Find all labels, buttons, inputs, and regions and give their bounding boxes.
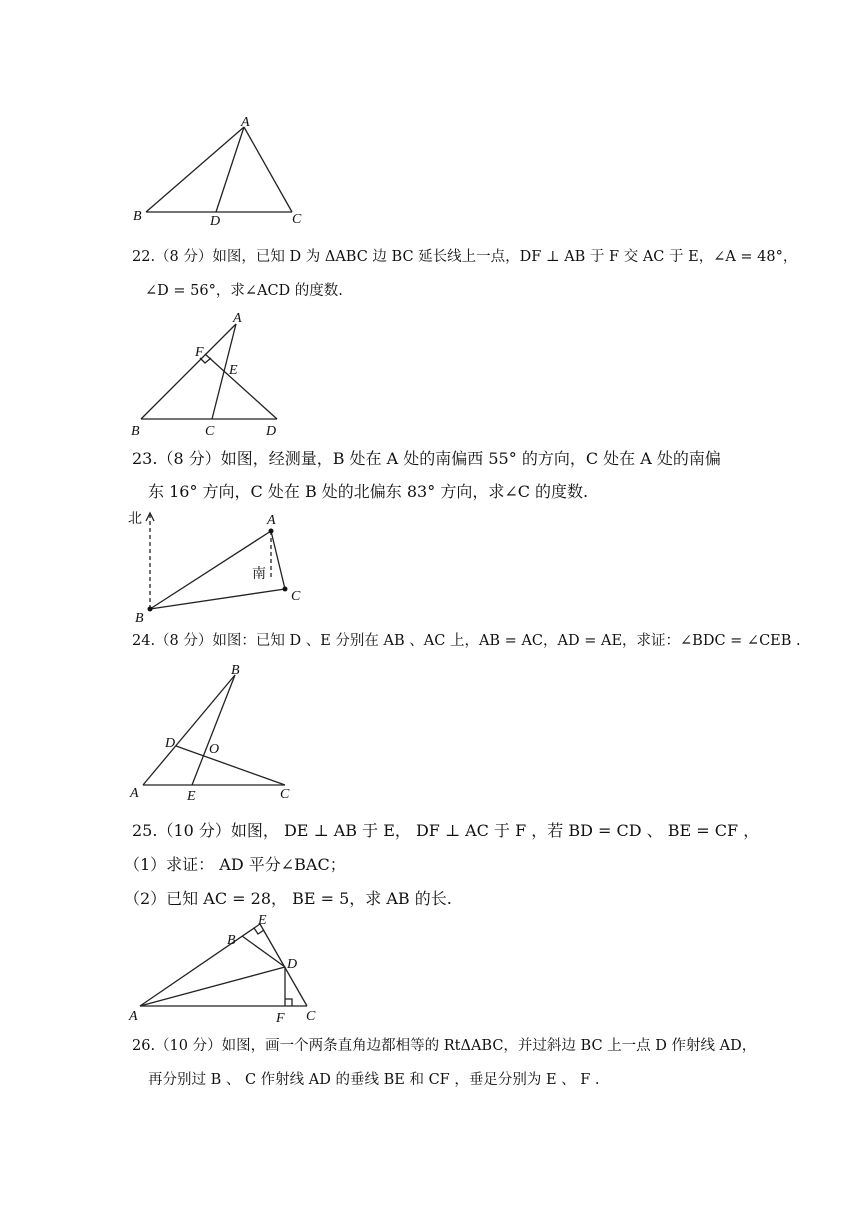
question-26-line-1: 26.（10 分）如图，画一个两条直角边都相等的 RtΔABC，并过斜边 BC 上一点 D 作射线 AD， bbox=[132, 1038, 757, 1054]
figure-triangle-doe bbox=[125, 658, 315, 803]
label-e: E bbox=[258, 913, 267, 928]
segment-be bbox=[192, 675, 235, 785]
question-25-line-3: （2）已知 AC = 28， BE = 5，求 AB 的长. bbox=[124, 889, 452, 908]
question-25-line-1: 25.（10 分）如图， DE ⊥ AB 于 E， DF ⊥ AC 于 F ，若 BD = CD 、 BE = CF ， bbox=[132, 821, 760, 840]
label-e: E bbox=[187, 789, 196, 804]
label-c: C bbox=[291, 589, 301, 604]
label-a: A bbox=[233, 311, 242, 326]
point-c bbox=[283, 587, 288, 592]
label-b: B bbox=[231, 663, 240, 678]
figure-triangle-def bbox=[125, 308, 295, 438]
segment-ab bbox=[143, 675, 235, 785]
label-o: O bbox=[209, 742, 220, 757]
question-25-line-2: （1）求证： AD 平分∠BAC； bbox=[124, 855, 346, 874]
label-d: D bbox=[266, 424, 277, 439]
right-angle-mark-f bbox=[285, 999, 292, 1006]
segment-df bbox=[205, 354, 277, 419]
segment-ac bbox=[271, 531, 285, 589]
figure-bisector bbox=[125, 910, 335, 1025]
label-a: A bbox=[130, 786, 139, 801]
figure-bearing bbox=[125, 505, 325, 630]
label-north: 北 bbox=[128, 511, 142, 527]
segment-bd bbox=[242, 936, 285, 967]
label-d: D bbox=[210, 214, 221, 229]
label-a: A bbox=[267, 513, 276, 528]
figure-triangle-abd bbox=[130, 115, 320, 230]
point-a bbox=[269, 529, 274, 534]
label-south: 南 bbox=[252, 566, 266, 582]
label-d: D bbox=[287, 957, 298, 972]
label-c: C bbox=[292, 212, 302, 227]
label-c: C bbox=[205, 424, 215, 439]
segment-bc bbox=[150, 589, 285, 609]
segment-ac bbox=[244, 127, 292, 212]
label-a: A bbox=[129, 1009, 138, 1024]
question-23-line-1: 23.（8 分）如图，经测量，B 处在 A 处的南偏西 55° 的方向，C 处在 A 处的南偏 bbox=[132, 449, 721, 468]
segment-dc bbox=[176, 746, 285, 785]
point-b bbox=[148, 607, 153, 612]
label-f: F bbox=[276, 1011, 285, 1026]
label-d: D bbox=[165, 736, 176, 751]
label-b: B bbox=[133, 209, 142, 224]
label-c: C bbox=[280, 787, 290, 802]
question-22-line-2: ∠D = 56°，求∠ACD 的度数. bbox=[145, 283, 343, 299]
segment-ad bbox=[140, 967, 285, 1006]
label-c: C bbox=[306, 1009, 316, 1024]
segment-ab bbox=[141, 324, 236, 419]
label-f: F bbox=[195, 345, 204, 360]
segment-ec bbox=[260, 924, 307, 1006]
question-24-line-1: 24.（8 分）如图：已知 D 、E 分别在 AB 、AC 上，AB = AC，AD = AE，求证：∠BDC = ∠CEB . bbox=[132, 633, 801, 649]
label-e: E bbox=[229, 363, 238, 378]
question-26-line-2: 再分别过 B 、 C 作射线 AD 的垂线 BE 和 CF ，垂足分别为 E 、 F . bbox=[148, 1072, 600, 1088]
question-22-line-1: 22.（8 分）如图，已知 D 为 ΔABC 边 BC 延长线上一点，DF ⊥ AB 于 F 交 AC 于 E，∠A = 48°， bbox=[132, 249, 798, 265]
label-b: B bbox=[135, 611, 144, 626]
label-b: B bbox=[131, 424, 140, 439]
label-a: A bbox=[241, 115, 250, 130]
question-23-line-2: 东 16° 方向，C 处在 B 处的北偏东 83° 方向，求∠C 的度数. bbox=[148, 482, 589, 501]
segment-ab bbox=[146, 127, 244, 212]
label-b: B bbox=[227, 933, 236, 948]
